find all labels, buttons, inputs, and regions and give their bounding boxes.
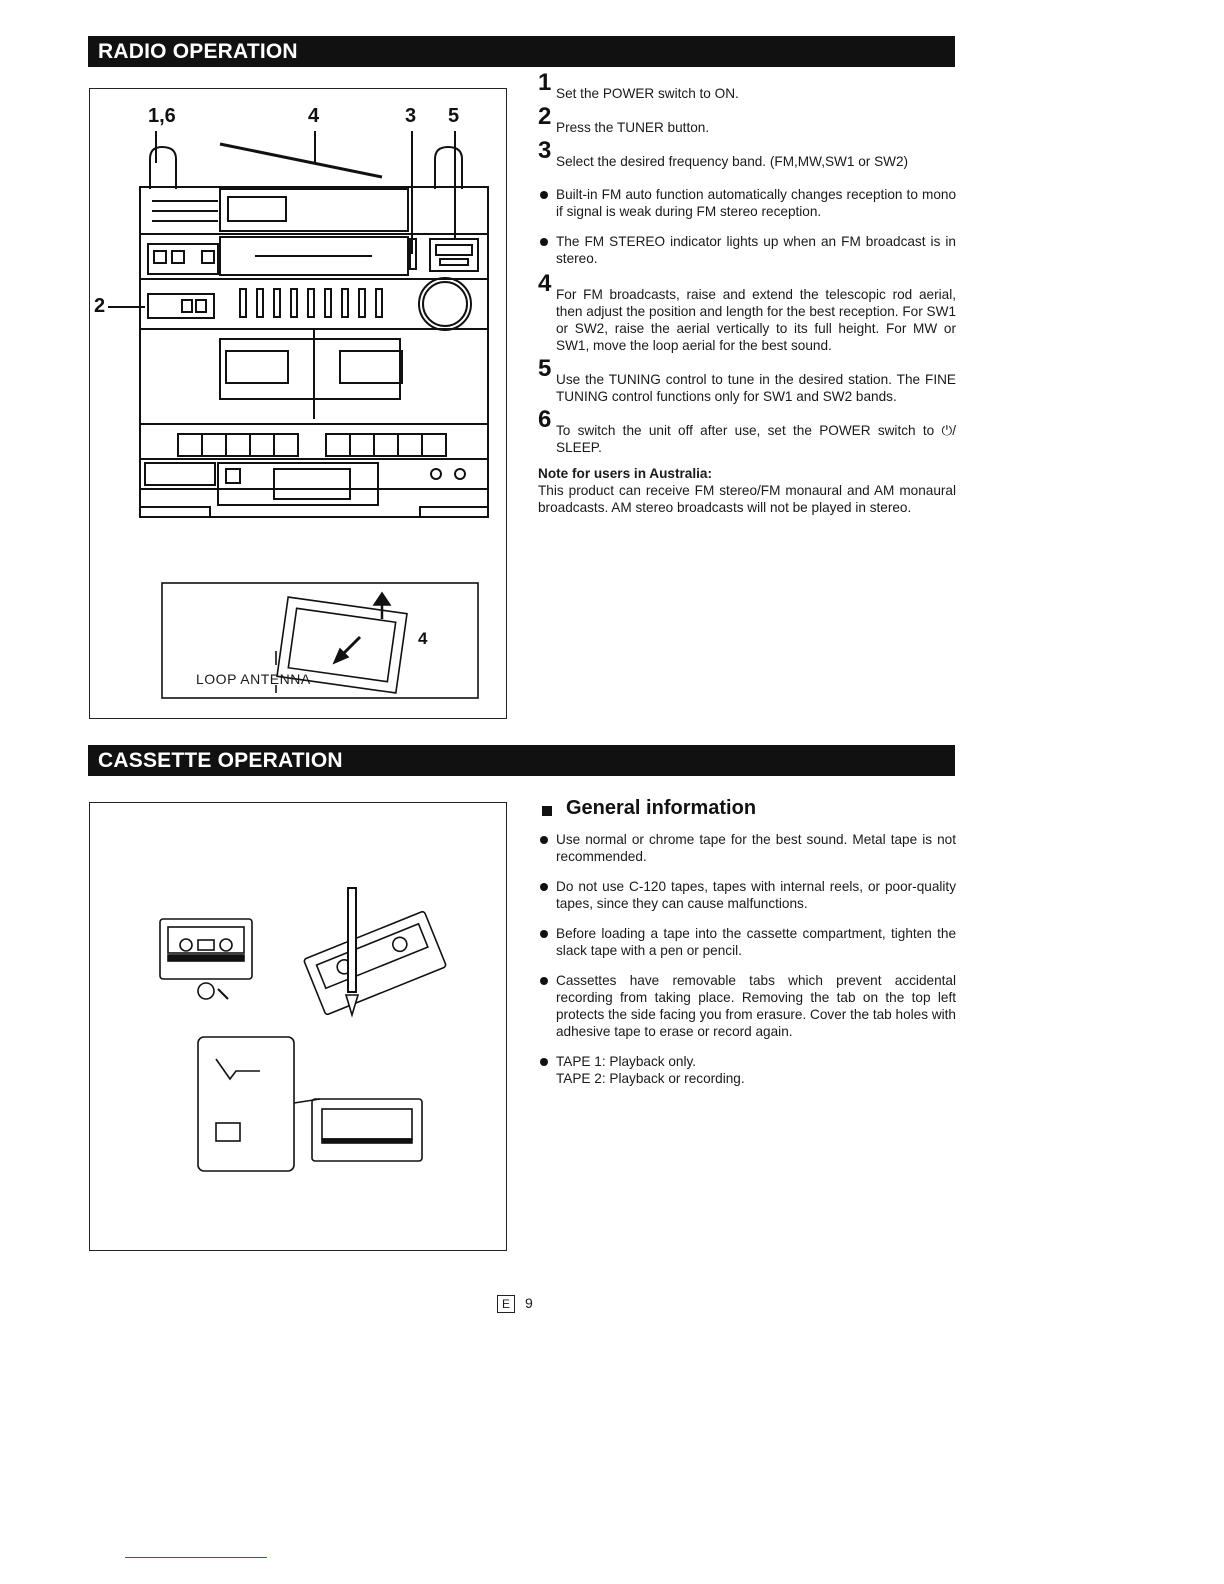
- bullet-text: Built-in FM auto function automatically changes reception to mono if signal is weak during FM stereo reception.: [556, 187, 956, 219]
- stereo-system-illustration: [90, 89, 508, 720]
- bullet-text: Cassettes have removable tabs which prevent accidental recording from taking place. Removing the tab on the top left protects the side facing you from erasure. Cover the tab holes with adhesive tape to erase or record again.: [556, 973, 956, 1039]
- bullet-dot: [540, 836, 548, 844]
- bullet-text: The FM STEREO indicator lights up when an FM broadcast is in stereo.: [556, 234, 956, 266]
- bullet-dot: [540, 1058, 548, 1066]
- bottom-rule: [125, 1557, 267, 1558]
- loop-antenna-label: LOOP ANTENNA: [196, 671, 311, 687]
- step-number: 6: [538, 406, 552, 433]
- step-6: [538, 406, 956, 456]
- language-badge: E: [497, 1295, 515, 1313]
- square-bullet-icon: [542, 806, 552, 816]
- step-text: To switch the unit off after use, set the POWER switch to ⏻/ SLEEP.: [556, 423, 956, 455]
- page-footer: [497, 1295, 533, 1313]
- step-text: Select the desired frequency band. (FM,MW,SW1 or SW2): [556, 154, 909, 169]
- step-text: Use the TUNING control to tune in the desired station. The FINE TUNING control functions only for SW1 and SW2 bands.: [556, 372, 956, 404]
- step-text: Press the TUNER button.: [556, 120, 710, 135]
- cassette-figure: [89, 802, 507, 1251]
- step-5: [538, 355, 956, 405]
- loop-callout-4: 4: [418, 629, 428, 648]
- radio-instructions: [538, 69, 956, 516]
- step-4: [538, 270, 956, 354]
- callout-5: 5: [448, 105, 460, 127]
- radio-bullet-fm-stereo: [538, 233, 956, 267]
- cassette-bullet-tabs: [538, 972, 956, 1040]
- step-number: 3: [538, 137, 552, 164]
- step-text: Set the POWER switch to ON.: [556, 86, 739, 101]
- callout-4: 4: [308, 105, 320, 127]
- callout-2: 2: [94, 295, 106, 317]
- cassette-illustration: [90, 803, 508, 1252]
- cassette-bullet-slack: [538, 925, 956, 959]
- step-number: 1: [538, 69, 552, 96]
- cassette-instructions: [538, 797, 956, 1100]
- bullet-text: Do not use C-120 tapes, tapes with internal reels, or poor-quality tapes, since they can cause malfunctions.: [556, 879, 956, 911]
- cassette-section-header: CASSETTE OPERATION: [88, 745, 955, 776]
- bullet-dot: [540, 977, 548, 985]
- callout-3: 3: [405, 105, 417, 127]
- step-3: [538, 137, 956, 170]
- step-2: [538, 103, 956, 136]
- australia-note-body: This product can receive FM stereo/FM monaural and AM monaural broadcasts. AM stereo broadcasts will not be played in stereo.: [538, 483, 956, 515]
- bullet-dot: [540, 191, 548, 199]
- cassette-bullet-c120: [538, 878, 956, 912]
- heading-text: General information: [566, 797, 757, 819]
- step-number: 2: [538, 103, 552, 130]
- step-text: For FM broadcasts, raise and extend the telescopic rod aerial, then adjust the position and length for the best reception. For SW1 or SW2, raise the aerial vertically to its full height. For MW or SW1, move the loop aerial for the best sound.: [556, 287, 956, 353]
- bullet-text: Use normal or chrome tape for the best sound. Metal tape is not recommended.: [556, 832, 956, 864]
- bullet-dot: [540, 238, 548, 246]
- australia-note-title: Note for users in Australia:: [538, 466, 712, 481]
- bullet-dot: [540, 883, 548, 891]
- bullet-dot: [540, 930, 548, 938]
- step-number: 4: [538, 270, 552, 297]
- callout-1-6: 1,6: [148, 105, 176, 127]
- radio-figure: [89, 88, 507, 719]
- step-1: [538, 69, 956, 102]
- cassette-bullet-tape-decks: [538, 1053, 956, 1087]
- radio-section-header: RADIO OPERATION: [88, 36, 955, 67]
- bullet-text: Before loading a tape into the cassette compartment, tighten the slack tape with a pen or pencil.: [556, 926, 956, 958]
- general-information-heading: [538, 797, 956, 819]
- page-number: 9: [525, 1295, 533, 1311]
- tape1-text: TAPE 1: Playback only.: [556, 1054, 697, 1069]
- cassette-bullet-tape-type: [538, 831, 956, 865]
- radio-bullet-fm-auto: [538, 186, 956, 220]
- step-number: 5: [538, 355, 552, 382]
- tape2-text: TAPE 2: Playback or recording.: [556, 1071, 745, 1086]
